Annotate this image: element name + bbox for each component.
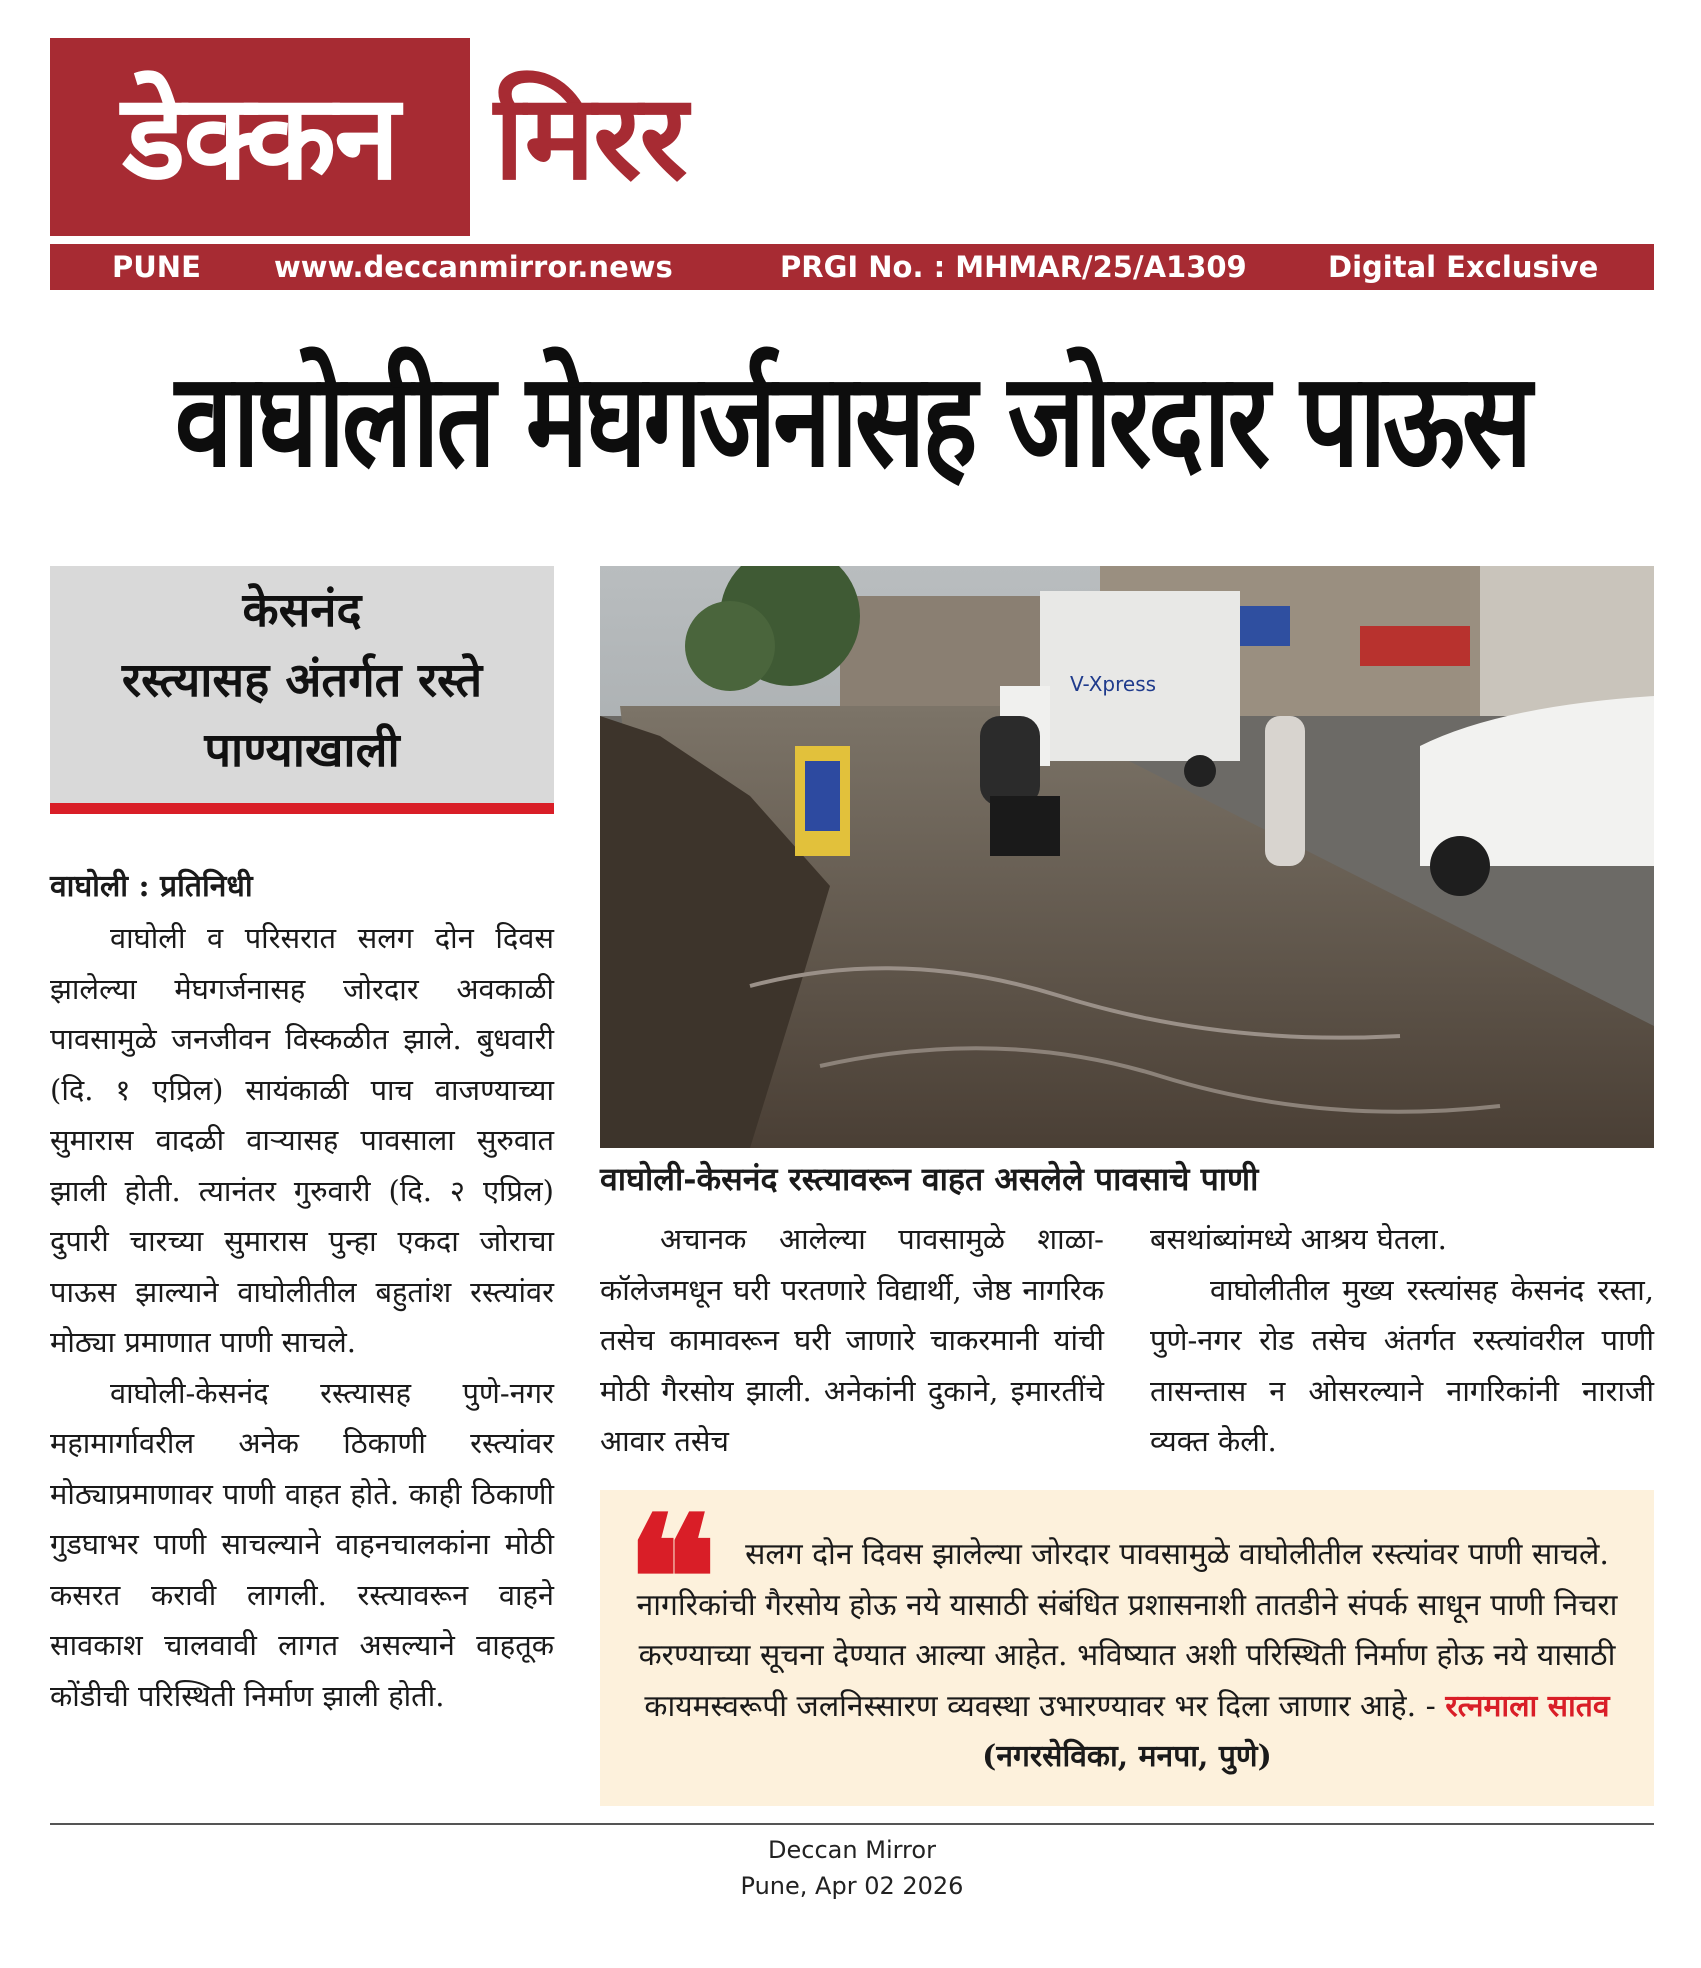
footer-date: Pune, Apr 02 2026 bbox=[740, 1872, 964, 1900]
footer bbox=[50, 1832, 1654, 1904]
article-paragraph-2: वाघोली-केसनंद रस्त्यासह पुणे-नगर महामार्गावरील अनेक ठिकाणी रस्त्यांवर मोठ्याप्रमाणावर पाणी वाहत होते. काही ठिकाणी गुडघाभर पाणी साचल्याने वाहनचालकांना मोठी कसरत करावी लागली. रस्त्यावरून वाहने सावकाश चालवावी लागत असल्याने वाहतूक कोंडीची परिस्थिती निर्माण झाली होती. bbox=[50, 1375, 554, 1713]
quote-text-block bbox=[620, 1530, 1634, 1783]
subheading-line-3: पाण्याखाली bbox=[204, 723, 400, 778]
dateline: वाघोली : प्रतिनिधी bbox=[50, 869, 253, 904]
footer-divider bbox=[50, 1823, 1654, 1825]
article-paragraph-3: अचानक आलेल्या पावसामुळे शाळा-कॉलेजमधून घरी परतणारे विद्यार्थी, जेष्ठ नागरिक तसेच कामावरून घरी जाणारे चाकरमानी यांची मोठी गैरसोय झाली. अनेकांनी दुकाने, इमारतींचे आवार तसेच bbox=[600, 1222, 1104, 1458]
subheading-box bbox=[50, 566, 554, 814]
quote-author-role: (नगरसेविका, मनपा, पुणे) bbox=[982, 1739, 1272, 1774]
main-headline: वाघोलीत मेघगर्जनासह जोरदार पाऊस bbox=[174, 343, 1530, 497]
truck-label: V-Xpress bbox=[1070, 672, 1157, 696]
edition-label: Digital Exclusive bbox=[1328, 250, 1599, 284]
quote-mark-icon: ❝ bbox=[626, 1479, 718, 1679]
city-label: PUNE bbox=[112, 250, 201, 284]
logo-text-mirror: मिरर bbox=[494, 68, 686, 206]
article-paragraph-3-continued: बसथांब्यांमध्ये आश्रय घेतला. bbox=[1150, 1222, 1447, 1256]
logo-text-deccan: डेक्कन bbox=[122, 68, 398, 206]
photo-illustration bbox=[600, 566, 1654, 1148]
quote-author-name: रत्नमाला सातव bbox=[1445, 1688, 1610, 1724]
quote-text: सलग दोन दिवस झालेल्या जोरदार पावसामुळे वाघोलीतील रस्त्यांवर पाणी साचले. नागरिकांची गैरसोय होऊ नये यासाठी संबंधित प्रशासनाशी तातडीने संपर्क साधून पाणी निचरा करण्याच्या सूचना देण्यात आल्या आहेत. भविष्यात अशी परिस्थिती निर्माण होऊ नये यासाठी कायमस्वरूपी जलनिस्सारण व्यवस्था उभारण्यावर भर दिला जाणार आहे. - bbox=[636, 1537, 1618, 1724]
article-paragraph-1: वाघोली व परिसरात सलग दोन दिवस झालेल्या मेघगर्जनासह जोरदार अवकाळी पावसामुळे जनजीवन विस्कळीत झाले. बुधवारी (दि. १ एप्रिल) सायंकाळी पाच वाजण्याच्या सुमारास वादळी वाऱ्यासह पावसाला सुरुवात झाली होती. त्यानंतर गुरुवारी (दि. २ एप्रिल) दुपारी चारच्या सुमारास पुन्हा एकदा जोराचा पाऊस झाल्याने वाघोलीतील बहुतांश रस्त्यांवर मोठ्या प्रमाणात पाणी साचले. bbox=[50, 921, 554, 1359]
quote-box bbox=[600, 1479, 1654, 1806]
website-link[interactable]: www.deccanmirror.news bbox=[274, 250, 673, 284]
article-column-middle bbox=[600, 1214, 1104, 1467]
masthead-info-bar bbox=[50, 244, 1654, 290]
article-column-right bbox=[1150, 1214, 1654, 1467]
flooded-street-photo bbox=[600, 566, 1654, 1148]
photo-caption: वाघोली-केसनंद रस्त्यावरून वाहत असलेले पावसाचे पाणी bbox=[600, 1160, 1259, 1198]
article-column-left bbox=[50, 913, 554, 1721]
article-paragraph-4: वाघोलीतील मुख्य रस्त्यांसह केसनंद रस्ता, पुणे-नगर रोड तसेच अंतर्गत रस्त्यांवरील पाणी तासन्तास न ओसरल्याने नागरिकांनी नाराजी व्यक्त केली. bbox=[1150, 1272, 1654, 1458]
footer-publication: Deccan Mirror bbox=[768, 1836, 936, 1864]
subheading-line-2: रस्त्यासह अंतर्गत रस्ते bbox=[121, 653, 483, 708]
prgi-number: PRGI No. : MHMAR/25/A1309 bbox=[780, 250, 1247, 284]
subheading-line-1: केसनंद bbox=[242, 583, 362, 638]
masthead-logo-box bbox=[50, 38, 470, 236]
